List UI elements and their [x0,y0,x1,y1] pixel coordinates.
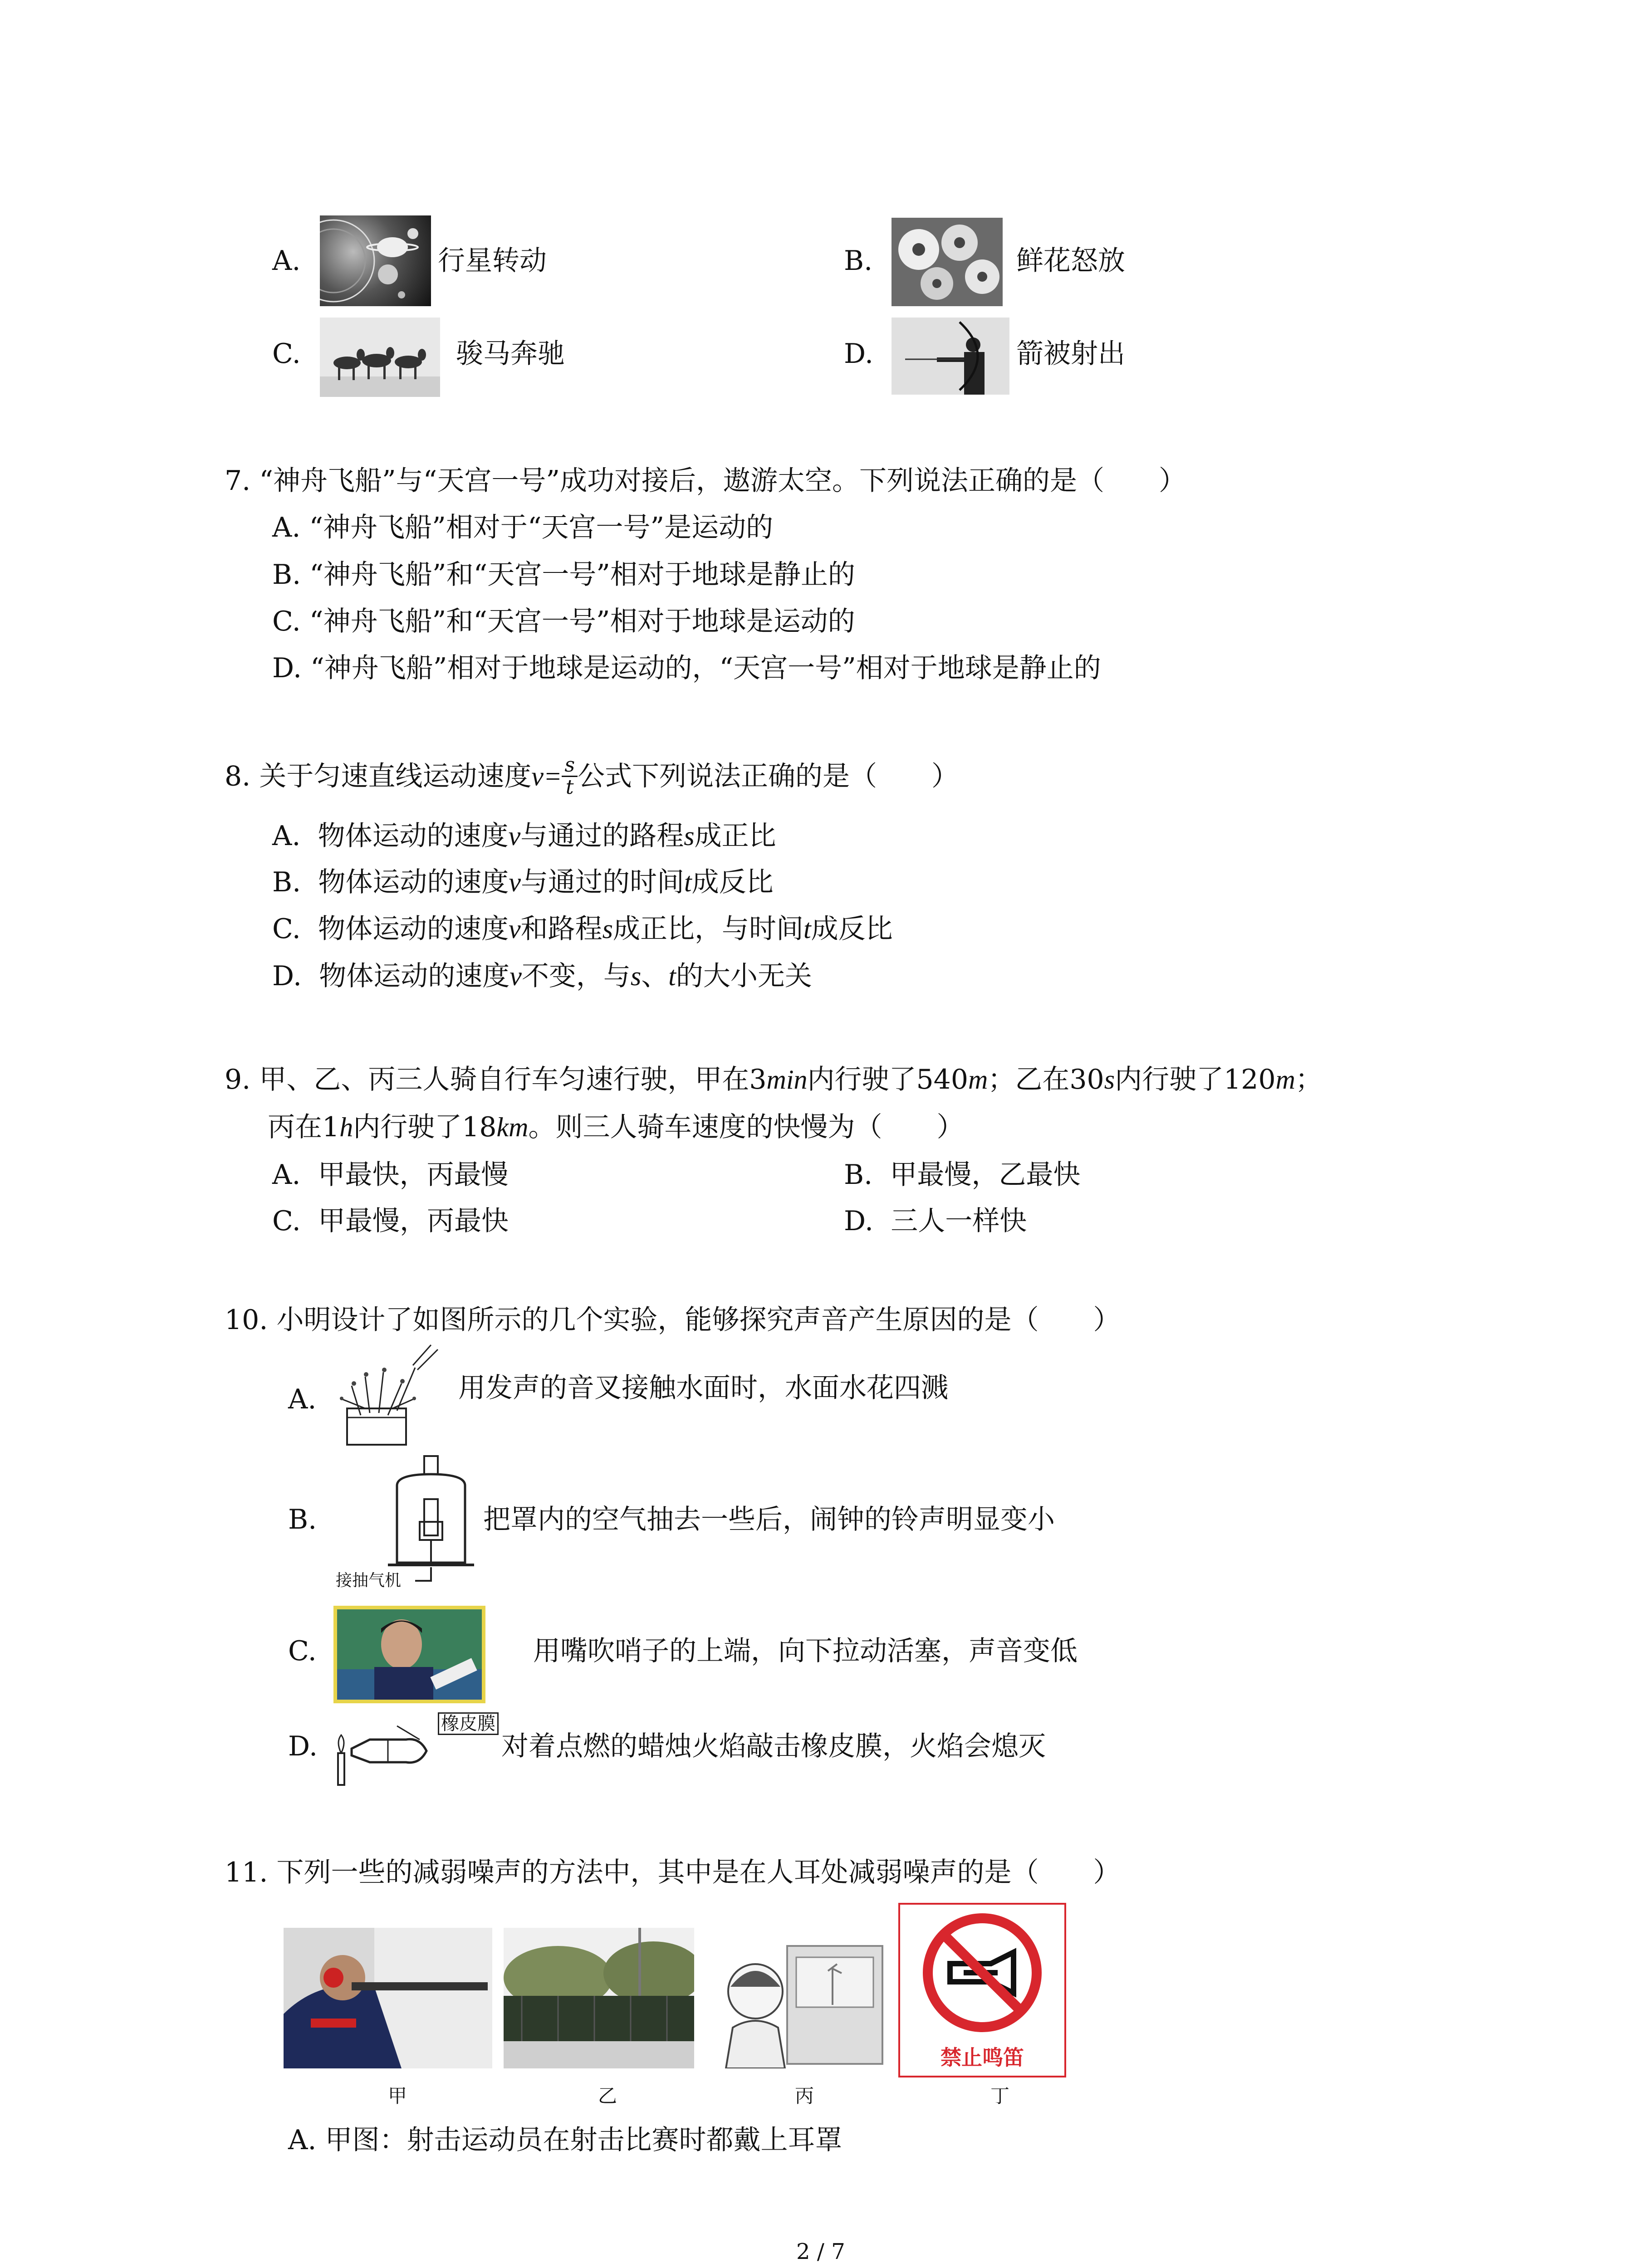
archer-shooting-image [892,318,1009,395]
caption-jia: 甲 [388,2085,407,2107]
caption-bing: 丙 [795,2085,814,2107]
bell-jar-alarm-clock-image [333,1454,474,1601]
unit: m [968,1065,988,1095]
q7-stem: 7. “神舟飞船”与“天宫一号”成功对接后，遨游太空。下列说法正确的是（ ） [225,465,1186,497]
candle-rubber-membrane-image [333,1710,506,1787]
no-honking-sign [898,1903,1066,2077]
option-letter: B. [844,1159,873,1191]
q8-option-a [272,822,776,850]
sound-barrier-image [504,1928,694,2068]
option-letter: C. [272,913,301,945]
q9-option-b [844,1159,1081,1191]
var-v: v [509,914,521,944]
option-text: 和路程 [520,913,603,945]
q7-option-a: A. “神舟飞船”相对于“天宫一号”是运动的 [272,512,774,543]
option-text: 成正比，与时间 [613,913,803,945]
option-text: 与通过的时间 [520,866,684,898]
tuning-fork-water-image [333,1340,449,1449]
option-text: 成反比 [811,913,893,945]
q8-formula-denominator: t [565,776,574,799]
option-text: 物体运动的速度 [319,960,510,992]
q8-stem-post: 公式下列说法正确的是（ ） [578,760,959,792]
q6-option-d-text: 箭被射出 [1016,338,1125,370]
option-text: 、 [641,960,669,992]
q8-formula-v: v= [531,761,562,792]
var-s: s [602,914,613,944]
option-text: 甲最快，丙最慢 [318,1159,509,1191]
option-text: 与通过的路程 [520,820,684,852]
q7-option-d: D. “神舟飞船”相对于地球是运动的，“天宫一号”相对于地球是静止的 [272,652,1101,684]
q10-option-c-text: 用嘴吹哨子的上端，向下拉动活塞，声音变低 [533,1635,1078,1667]
q9-stem-line1 [225,1066,1323,1093]
caption-ding: 丁 [990,2085,1010,2107]
unit: s [1104,1065,1115,1095]
person-closing-window-image [705,1937,885,2068]
option-letter: C. [272,1205,301,1237]
q9-option-c [272,1207,509,1235]
vacuum-pump-label: 接抽气机 [336,1571,402,1590]
unit: km [496,1112,529,1142]
q8-option-c [272,915,893,943]
q6-option-b-letter: B. [844,245,873,277]
var-s: s [684,821,695,851]
stem-text: ； [1295,1064,1323,1095]
var-t: t [803,914,811,944]
option-letter: A. [272,820,301,852]
q9-option-a [272,1159,509,1191]
option-letter: D. [272,960,302,992]
page-number: 2 / 7 [796,2239,845,2264]
shooter-earmuffs-image [284,1928,492,2068]
q8-stem [225,753,959,800]
q10-option-a-text: 用发声的音叉接触水面时，水面水花四溅 [458,1372,948,1404]
option-letter: A. [272,1159,301,1191]
no-honking-label: 禁止鸣笛 [900,2039,1064,2076]
option-text: 不变，与 [521,960,631,992]
stem-text: 内行驶了120 [1115,1064,1276,1095]
q8-option-d [272,960,812,992]
rubber-membrane-label: 橡皮膜 [438,1712,499,1735]
flowers-bloom-image [892,218,1003,306]
option-text: 的大小无关 [676,960,812,992]
q6-option-b-text: 鲜花怒放 [1016,245,1125,277]
q7-option-b: B. “神舟飞船”和“天宫一号”相对于地球是静止的 [272,559,855,591]
q6-option-a-text: 行星转动 [438,245,547,277]
q8-stem-pre: 8. 关于匀速直线运动速度 [225,760,532,792]
var-t: t [684,867,692,897]
option-letter: B. [272,866,301,898]
unit: m [1275,1065,1295,1095]
var-s: s [630,961,642,991]
q6-option-d-letter: D. [844,338,874,370]
horses-gallop-image [320,318,440,397]
stem-text: 丙在1 [268,1111,340,1143]
unit: min [766,1065,808,1095]
q8-option-b [272,866,774,898]
q6-option-c-text: 骏马奔驰 [456,338,565,370]
planet-rotation-image [320,215,431,306]
var-v: v [509,867,521,897]
q11-stem: 11. 下列一些的减弱噪声的方法中，其中是在人耳处减弱噪声的是（ ） [225,1857,1121,1888]
q7-option-c: C. “神舟飞船”和“天宫一号”相对于地球是运动的 [272,606,855,637]
option-text: 物体运动的速度 [318,820,509,852]
stem-text: ；乙在30 [988,1064,1104,1095]
q9-option-d [844,1207,1027,1235]
q10-option-d-letter: D. [288,1730,318,1762]
q8-formula-fraction [562,755,578,798]
boy-blowing-whistle-image [333,1606,485,1703]
option-text: 甲最慢，丙最快 [318,1205,509,1237]
q10-option-b-letter: B. [288,1504,317,1535]
var-t: t [668,961,676,991]
option-text: 成反比 [691,866,774,898]
option-text: 物体运动的速度 [318,866,509,898]
q10-option-d-text: 对着点燃的蜡烛火焰敲击橡皮膜，火焰会熄灭 [501,1730,1046,1762]
stem-text: 内行驶了540 [807,1064,969,1095]
q10-option-b-text: 把罩内的空气抽去一些后，闹钟的铃声明显变小 [483,1504,1055,1535]
stem-text: 9. 甲、乙、丙三人骑自行车匀速行驶，甲在3 [225,1064,767,1095]
var-v: v [508,821,521,851]
q8-formula-numerator: s [562,755,578,777]
option-text: 成正比 [694,820,776,852]
var-v: v [509,961,522,991]
option-letter: D. [844,1205,874,1237]
option-text: 甲最慢，乙最快 [890,1159,1081,1191]
option-text: 三人一样快 [891,1205,1027,1237]
q9-stem-line2 [268,1111,964,1143]
q6-option-c-letter: C. [272,338,301,370]
caption-yi: 乙 [598,2085,617,2107]
q10-option-c-letter: C. [288,1635,317,1667]
q11-option-a: A. 甲图：射击运动员在射击比赛时都戴上耳罩 [288,2124,843,2156]
stem-text: 。则三人骑车速度的快慢为（ ） [528,1111,964,1143]
q6-option-a-letter: A. [272,245,301,277]
unit: h [339,1112,353,1142]
stem-text: 内行驶了18 [353,1111,497,1143]
q10-stem: 10. 小明设计了如图所示的几个实验，能够探究声音产生原因的是（ ） [225,1304,1121,1336]
q10-option-a-letter: A. [288,1383,317,1415]
option-text: 物体运动的速度 [318,913,509,945]
